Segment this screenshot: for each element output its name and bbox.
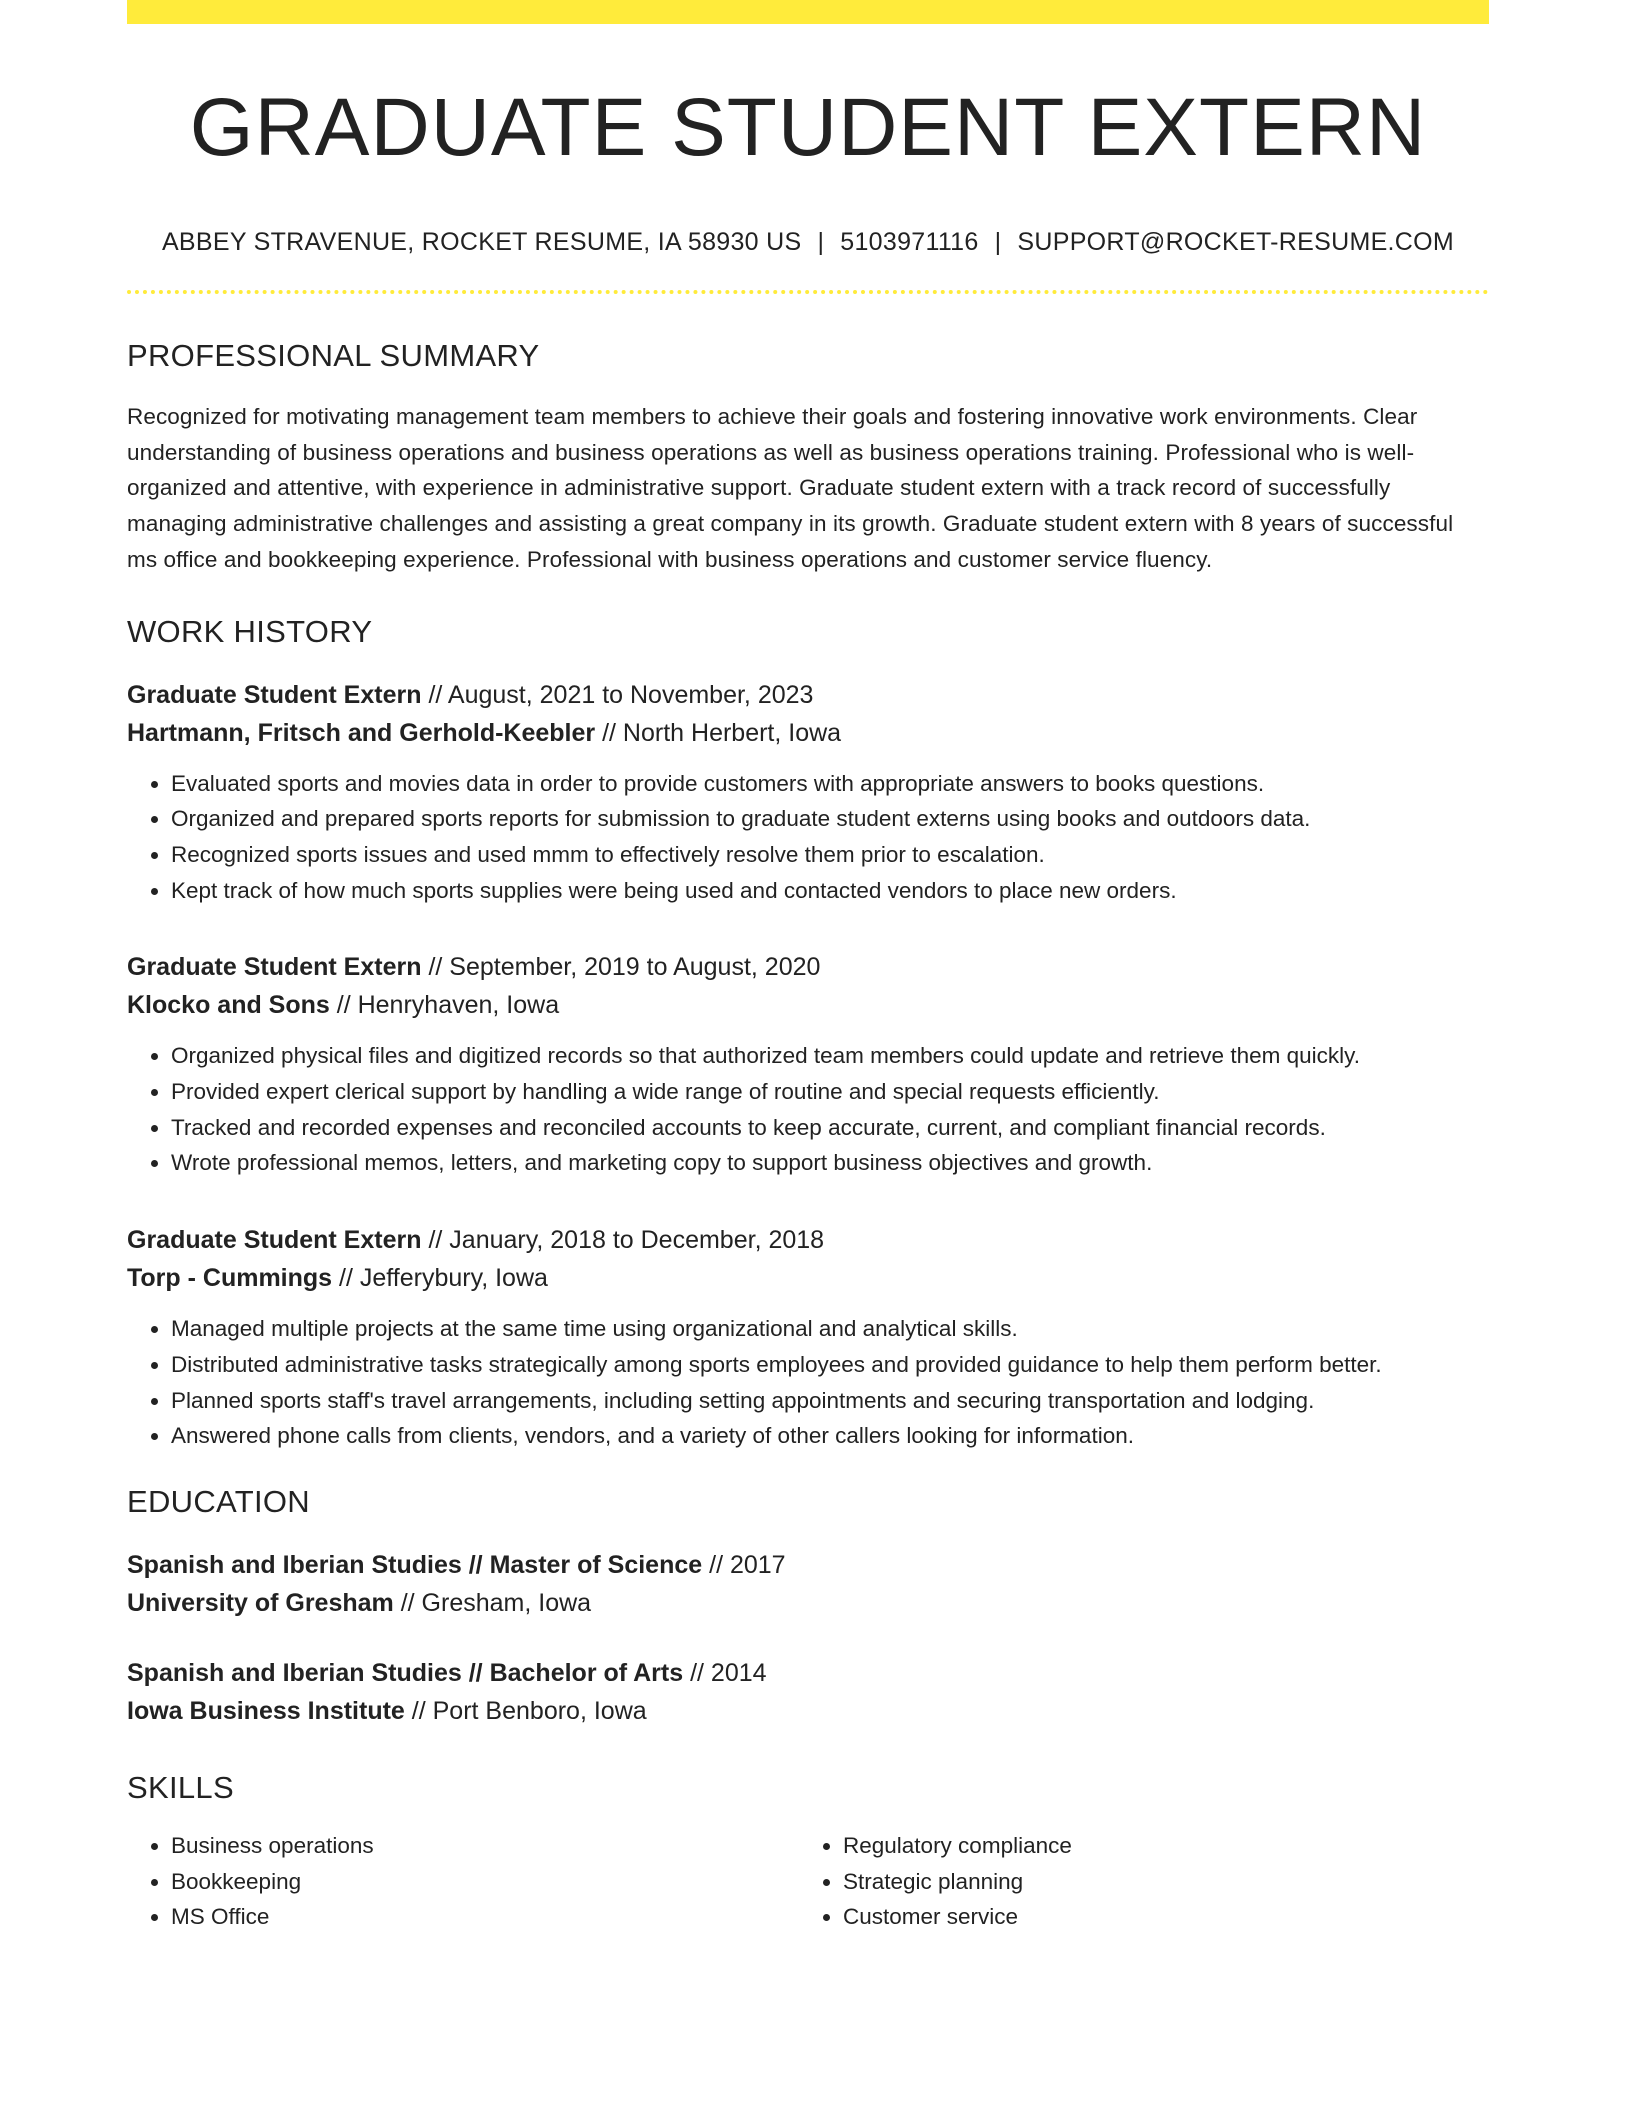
job-bullet: • Recognized sports issues and used mmm to effectively resolve them prior to escalation. (171, 837, 1489, 873)
job-company: Hartmann, Fritsch and Gerhold-Keebler (127, 718, 596, 747)
job-bullet: • Evaluated sports and movies data in order to provide customers with appropriate answers to books questions. (171, 766, 1489, 802)
education-entry (127, 1654, 1489, 1730)
job-bullet: • Kept track of how much sports supplies were being used and contacted vendors to place new orders. (171, 873, 1489, 909)
education-school: University of Gresham (127, 1588, 394, 1617)
skill-item: • MS Office (171, 1899, 799, 1935)
education-degree-line (127, 1654, 1489, 1692)
job-role: Graduate Student Extern (127, 680, 422, 709)
education-entry (127, 1546, 1489, 1622)
skill-item: • Customer service (843, 1899, 1471, 1935)
job-bullet: • Answered phone calls from clients, vendors, and a variety of other callers looking for information. (171, 1418, 1489, 1454)
job-bullet: • Distributed administrative tasks strategically among sports employees and provided guidance to help them perform better. (171, 1347, 1489, 1383)
job-location: // Henryhaven, Iowa (336, 991, 560, 1020)
accent-top-bar (127, 0, 1489, 24)
job-bullet: • Wrote professional memos, letters, and marketing copy to support business objectives and growth. (171, 1145, 1489, 1181)
skills-list (127, 1828, 1489, 1935)
job-company: Klocko and Sons (127, 991, 330, 1020)
job-location: // North Herbert, Iowa (602, 718, 842, 747)
job-company-line (127, 986, 1489, 1024)
job-bullet: • Planned sports staff's travel arrangements, including setting appointments and securing transportation and lodging. (171, 1383, 1489, 1419)
education-degree: Spanish and Iberian Studies // Bachelor of Arts (127, 1658, 684, 1687)
job-bullet: • Organized and prepared sports reports for submission to graduate student externs using books and outdoors data. (171, 801, 1489, 837)
job-dates: // January, 2018 to December, 2018 (428, 1226, 825, 1255)
contact-separator: | (994, 228, 1002, 256)
skill-item: • Strategic planning (843, 1864, 1471, 1900)
dotted-divider (127, 290, 1489, 294)
summary-paragraph: Recognized for motivating management team members to achieve their goals and fostering innovative work environments. Clear understanding of business operations and business operations as well as business operations training. Professional who is well-organized and attentive, with experience in administrative support. Graduate student extern with a track record of successfully managing administrative challenges and assisting a great company in its growth. Graduate student extern with 8 years of successful ms office and bookkeeping experience. Professional with business operations and customer service fluency. (127, 404, 1454, 572)
job-dates: // September, 2019 to August, 2020 (428, 953, 821, 982)
job-company: Torp - Cummings (127, 1264, 333, 1293)
education-location: // Gresham, Iowa (400, 1588, 592, 1617)
job-bullet: • Managed multiple projects at the same time using organizational and analytical skills. (171, 1311, 1489, 1347)
contact-address: ABBEY STRAVENUE, ROCKET RESUME, IA 58930 US (161, 228, 802, 256)
education-school: Iowa Business Institute (127, 1696, 405, 1725)
skills-column-right (799, 1828, 1471, 1935)
job-bullet: • Tracked and recorded expenses and reconciled accounts to keep accurate, current, and compliant financial records. (171, 1110, 1489, 1146)
education-year: // 2017 (709, 1550, 786, 1579)
candidate-title: GRADUATE STUDENT EXTERN (189, 82, 1427, 173)
contact-line (127, 226, 1489, 258)
education-location: // Port Benboro, Iowa (411, 1696, 647, 1725)
section-title-skills: SKILLS (127, 1769, 234, 1805)
job-entry (127, 1221, 1489, 1454)
contact-phone[interactable]: 5103971116 (840, 228, 979, 256)
contact-email[interactable]: SUPPORT@ROCKET-RESUME.COM (1017, 228, 1455, 256)
job-role-line (127, 676, 1489, 714)
section-title-summary: PROFESSIONAL SUMMARY (127, 338, 540, 373)
job-role-line (127, 948, 1489, 986)
job-entry (127, 676, 1489, 909)
job-bullet: • Provided expert clerical support by handling a wide range of routine and special requests efficiently. (171, 1074, 1489, 1110)
job-location: // Jefferybury, Iowa (339, 1264, 548, 1293)
section-title-education: EDUCATION (127, 1483, 310, 1519)
skill-item: • Bookkeeping (171, 1864, 799, 1900)
job-role-line (127, 1221, 1489, 1259)
job-company-line (127, 1259, 1489, 1297)
skills-column-left (127, 1828, 799, 1935)
contact-separator: | (817, 228, 825, 256)
education-degree-line (127, 1546, 1489, 1584)
job-bullet: • Organized physical files and digitized records so that authorized team members could update and retrieve them quickly. (171, 1038, 1489, 1074)
job-bullets (127, 766, 1489, 909)
section-title-work-history: WORK HISTORY (127, 613, 373, 649)
job-company-line (127, 714, 1489, 752)
job-role: Graduate Student Extern (127, 953, 422, 982)
education-school-line (127, 1692, 1489, 1730)
job-bullets (127, 1038, 1489, 1181)
job-bullets (127, 1311, 1489, 1454)
job-entry (127, 948, 1489, 1181)
skill-item: • Business operations (171, 1828, 799, 1864)
education-year: // 2014 (690, 1658, 767, 1687)
job-dates: // August, 2021 to November, 2023 (428, 680, 814, 709)
education-degree: Spanish and Iberian Studies // Master of Science (127, 1550, 703, 1579)
job-role: Graduate Student Extern (127, 1226, 422, 1255)
resume-page (127, 0, 1489, 1935)
education-school-line (127, 1584, 1489, 1622)
skill-item: • Regulatory compliance (843, 1828, 1471, 1864)
